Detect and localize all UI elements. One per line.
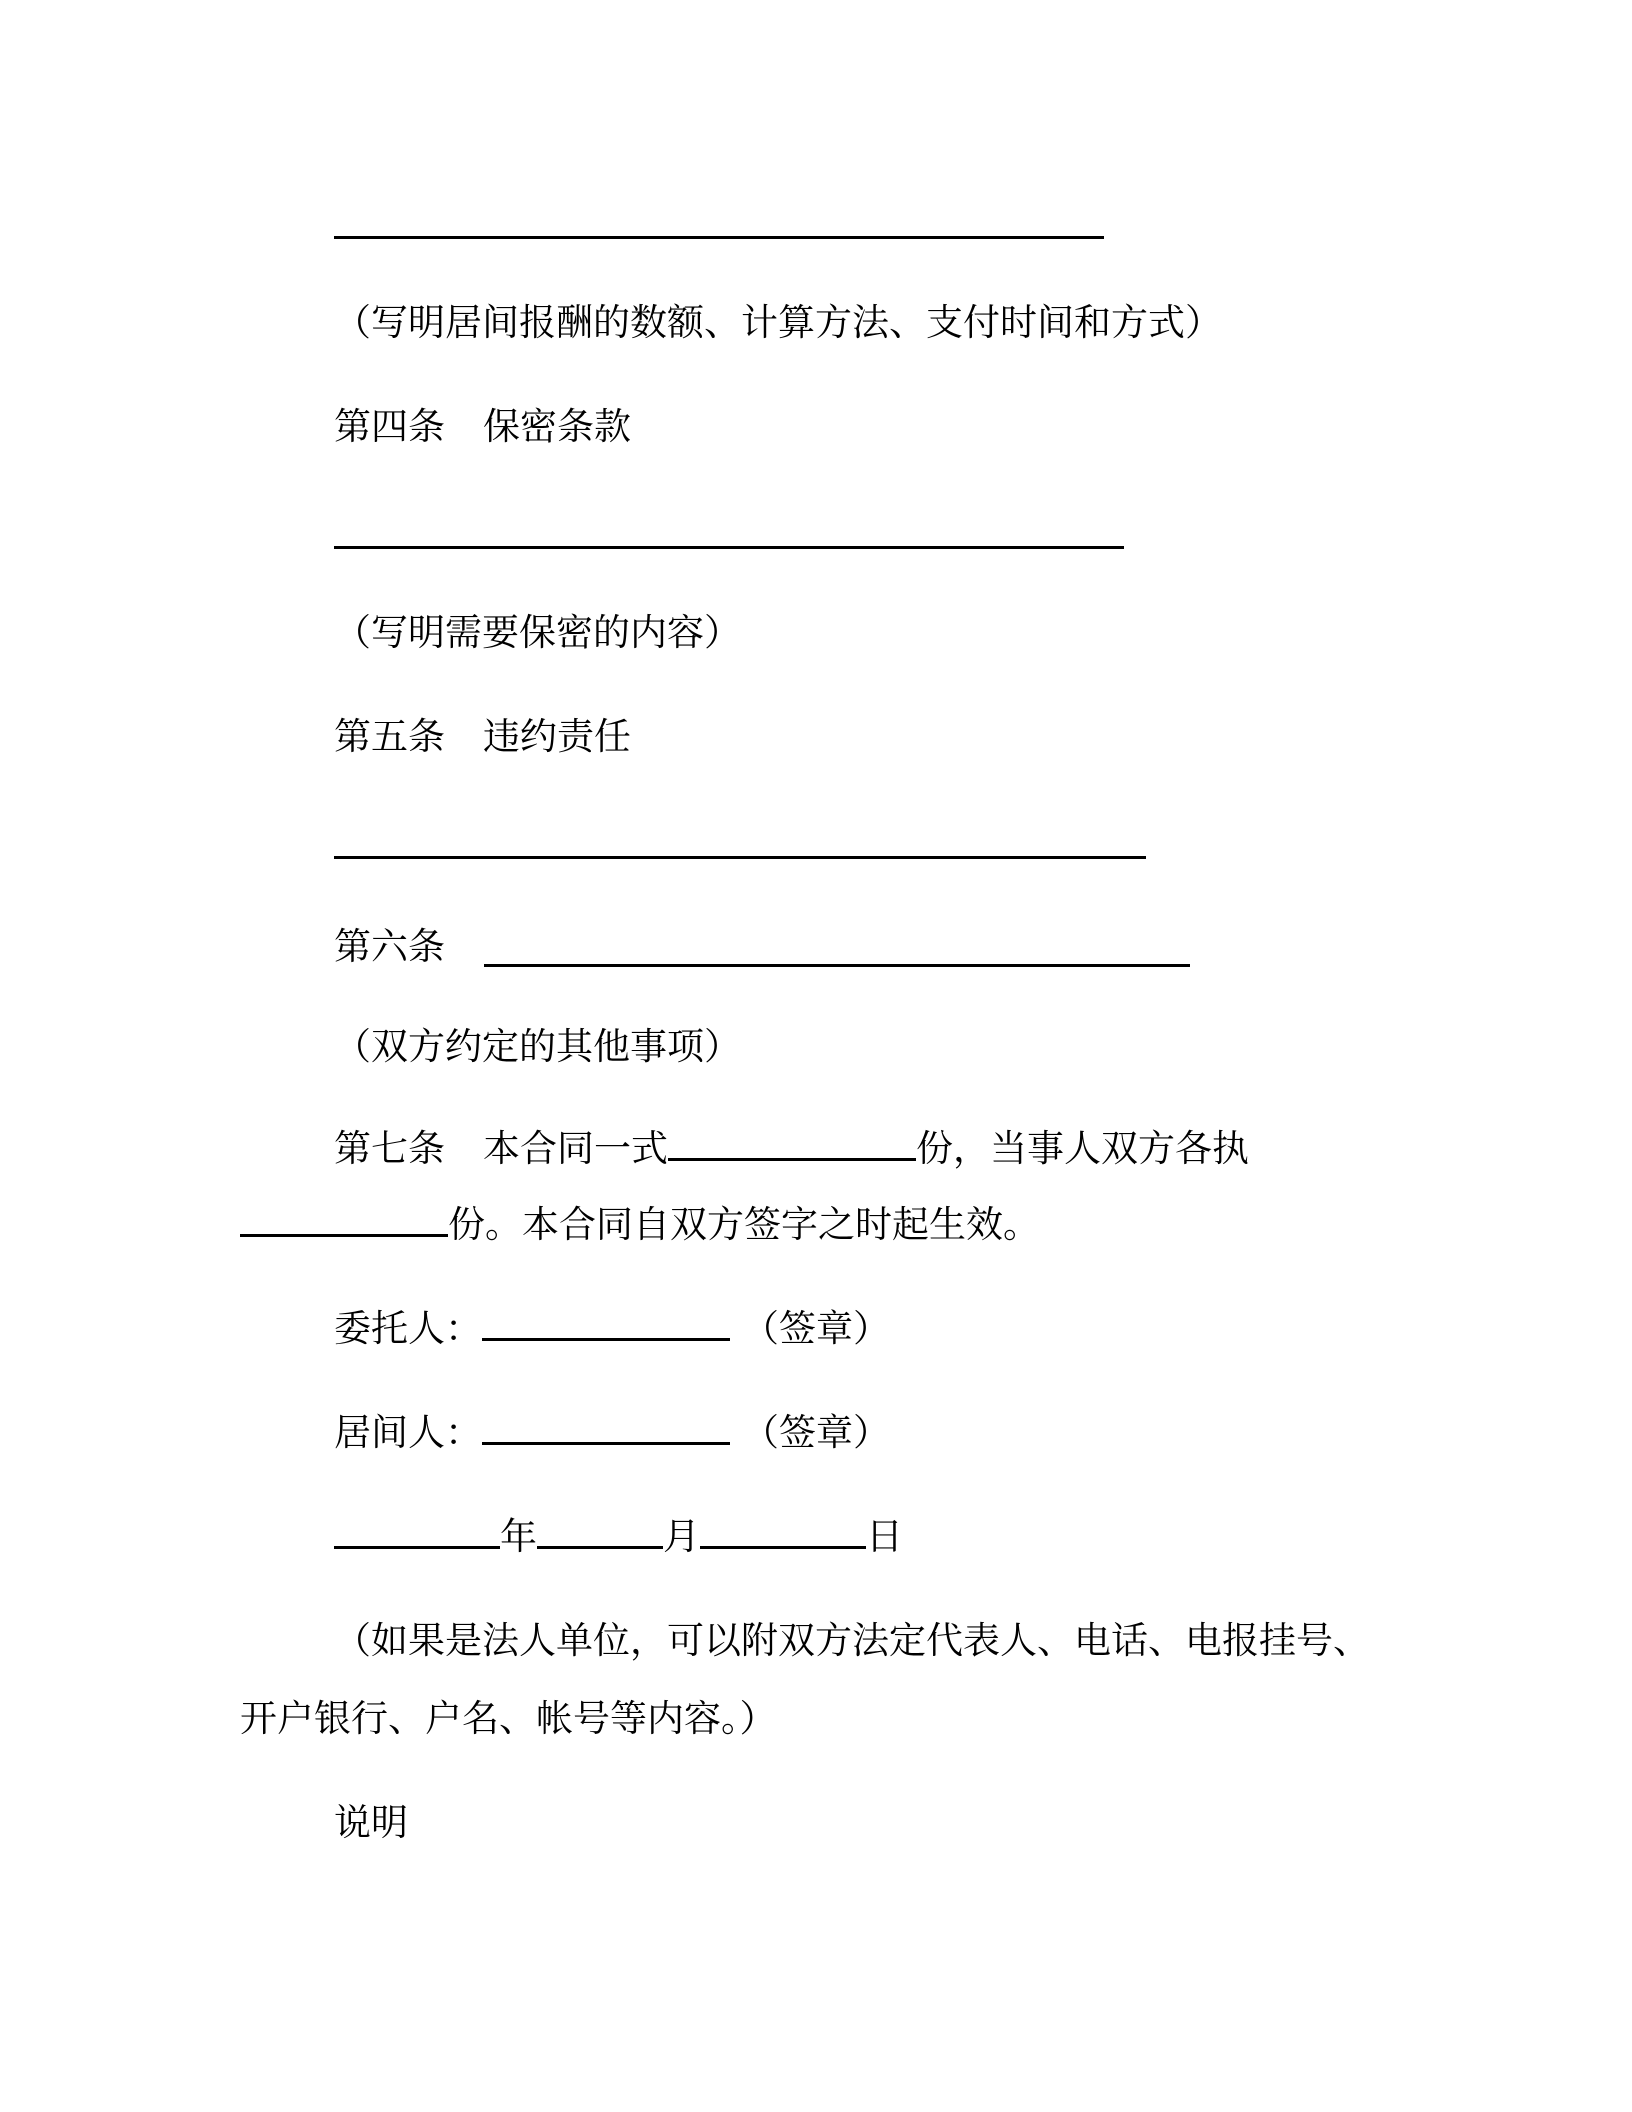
reward-note-text: （写明居间报酬的数额、计算方法、支付时间和方式） (334, 301, 1222, 344)
client-signature-blank[interactable] (482, 1304, 730, 1341)
article-7-line-2 (240, 1200, 1040, 1250)
reward-blank-line[interactable] (334, 236, 1104, 239)
article-5-title: 违约责任 (483, 715, 631, 758)
article-4-title: 保密条款 (483, 405, 631, 448)
broker-signature-blank[interactable] (482, 1408, 730, 1445)
legal-note-line-2 (240, 1694, 777, 1744)
year-blank[interactable] (334, 1512, 500, 1549)
copies-each-blank[interactable] (240, 1200, 448, 1237)
explanation-text: 说明 (334, 1801, 408, 1844)
broker-seal-label: （签章） (742, 1411, 890, 1454)
article-5-heading (334, 712, 631, 762)
legal-note-line-1 (334, 1616, 1370, 1666)
secret-blank-line[interactable] (334, 546, 1124, 549)
day-blank[interactable] (700, 1512, 866, 1549)
broker-label: 居间人： (334, 1411, 482, 1454)
article-7-text-a: 本合同一式 (483, 1127, 668, 1170)
secret-note-text: （写明需要保密的内容） (334, 611, 741, 654)
legal-note-text-2: 开户银行、户名、帐号等内容。） (240, 1697, 777, 1740)
reward-note (334, 298, 1222, 348)
legal-note-text-1: （如果是法人单位，可以附双方法定代表人、电话、电报挂号、 (334, 1619, 1370, 1662)
client-seal-label: （签章） (742, 1307, 890, 1350)
article-6-heading (334, 922, 445, 972)
year-label: 年 (500, 1515, 537, 1558)
liability-blank-line[interactable] (334, 856, 1146, 859)
article-6-blank-line[interactable] (484, 964, 1190, 967)
copies-total-blank[interactable] (668, 1124, 916, 1161)
day-label: 日 (866, 1515, 903, 1558)
article-7-line-1 (334, 1124, 1249, 1174)
month-blank[interactable] (537, 1512, 663, 1549)
article-6-number: 第六条 (334, 925, 445, 968)
client-label: 委托人： (334, 1307, 482, 1350)
broker-signature-line (334, 1408, 890, 1458)
explanation-heading (334, 1798, 408, 1848)
month-label: 月 (663, 1515, 700, 1558)
other-note-text: （双方约定的其他事项） (334, 1025, 741, 1068)
article-4-number: 第四条 (334, 405, 445, 448)
article-5-number: 第五条 (334, 715, 445, 758)
article-7-text-c: 份。本合同自双方签字之时起生效。 (448, 1203, 1040, 1246)
client-signature-line (334, 1304, 890, 1354)
article-7-text-b: 份，当事人双方各执 (916, 1127, 1249, 1170)
secret-note (334, 608, 741, 658)
date-line (334, 1512, 903, 1562)
article-7-number: 第七条 (334, 1127, 445, 1170)
article-4-heading (334, 402, 631, 452)
other-note (334, 1022, 741, 1072)
